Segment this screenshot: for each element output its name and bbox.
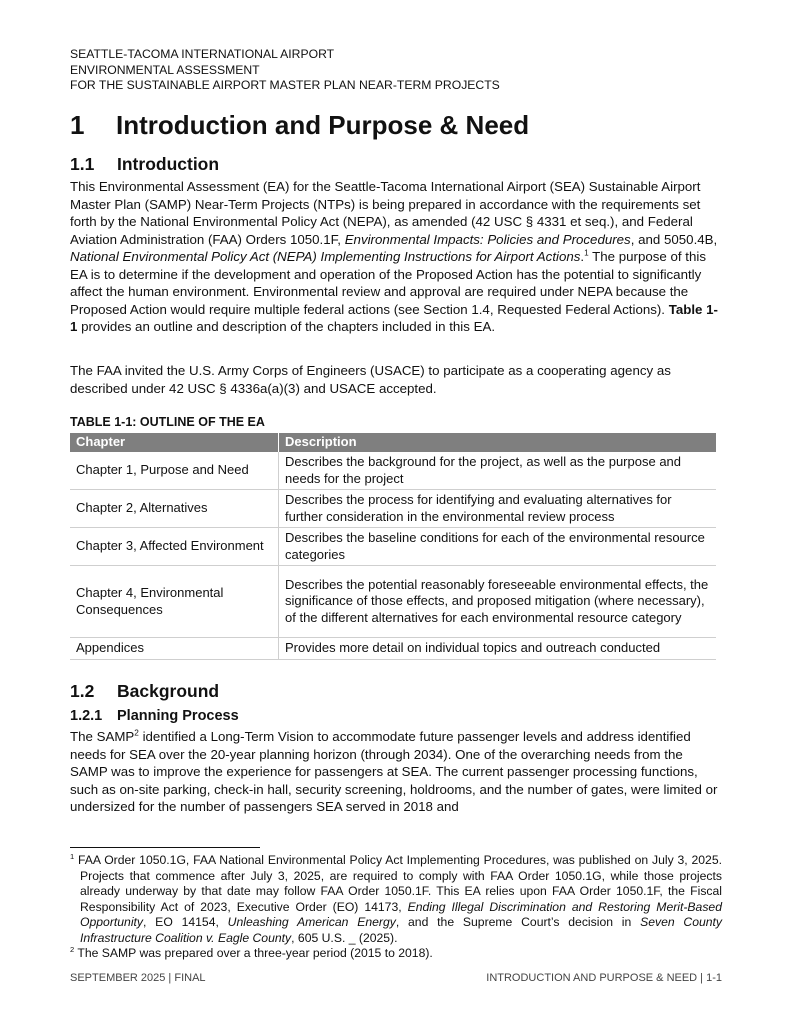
description-cell: Describes the baseline conditions for each of the environmental resource categories: [279, 528, 717, 566]
chapter-cell: Chapter 3, Affected Environment: [70, 528, 279, 566]
table-caption: TABLE 1-1: OUTLINE OF THE EA: [70, 415, 265, 429]
section-number: 1.1: [70, 154, 95, 174]
description-cell: Describes the potential reasonably foreseeable environmental effects, the significance of those effects, and proposed mitigation (where necessary), of the different alternatives for each environmental resource category: [279, 566, 717, 638]
footnote-number: 1: [70, 851, 75, 861]
subsection-heading-1-2-1: [70, 707, 720, 725]
italic-title: Ending Illegal Discrimination and Restoring Merit-Based Opportunity: [80, 899, 722, 929]
page-footer: [70, 972, 722, 984]
table-row: [70, 452, 716, 490]
italic-title: Unleashing American Energy: [227, 915, 396, 929]
intro-paragraph-1: [70, 178, 720, 336]
section-heading-1-1: [70, 153, 720, 175]
section-number: 1.2: [70, 681, 95, 701]
chapter-title-text: Introduction and Purpose & Need: [116, 110, 530, 140]
column-header-description: Description: [279, 433, 717, 452]
section-title: Introduction: [117, 154, 220, 174]
footnote-number: 2: [70, 944, 75, 954]
footnote-2: [70, 946, 722, 962]
chapter-cell: Appendices: [70, 638, 279, 660]
italic-title: Environmental Impacts: Policies and Procedures: [344, 231, 631, 247]
footnote-ref-2[interactable]: 2: [134, 728, 139, 738]
subsection-number: 1.2.1: [70, 708, 103, 724]
outline-table-wrapper: [70, 433, 720, 660]
section-title: Background: [117, 681, 220, 701]
table-reference[interactable]: Table 1-1: [70, 301, 718, 334]
footnote-divider: [70, 847, 260, 848]
intro-paragraph-2: The FAA invited the U.S. Army Corps of Engineers (USACE) to participate as a cooperating agency as described under 42 USC § 4336a(a)(3) and USACE accepted.: [70, 363, 671, 396]
running-header-line: FOR THE SUSTAINABLE AIRPORT MASTER PLAN NEAR-TERM PROJECTS: [70, 78, 500, 92]
running-header: [70, 47, 500, 94]
subsection-title: Planning Process: [117, 708, 239, 724]
text-run: .: [580, 249, 585, 264]
footer-left: SEPTEMBER 2025 | FINAL: [70, 972, 206, 984]
text-run: identified a Long-Term Vision to accommodate future passenger levels and address identified needs for SEA over the 20-year planning horizon (through 2034). One of the overarching needs from the SAMP was to improve the experience for passengers at SEA. The current passenger processing functions, such as on-site parking, check-in hall, security screening, holdrooms, and the number of gates, were limited or undersized for the number of passengers SEA served in 2018 and: [70, 729, 718, 814]
text-run: provides an outline and description of the chapters included in this EA.: [77, 319, 496, 334]
italic-title: National Environmental Policy Act (NEPA) Implementing Instructions for Airport Actions: [70, 249, 581, 264]
footer-right: INTRODUCTION AND PURPOSE & NEED | 1-1: [486, 972, 722, 984]
text-run: The SAMP was prepared over a three-year period (2015 to 2018).: [74, 946, 433, 960]
chapter-cell: Chapter 4, Environmental Consequences: [70, 566, 279, 638]
table-header-row: [70, 433, 716, 452]
running-header-line: SEATTLE-TACOMA INTERNATIONAL AIRPORT: [70, 47, 335, 61]
table-row: [70, 566, 716, 638]
chapter-cell: Chapter 2, Alternatives: [70, 490, 279, 528]
text-run: , and 5050.4B,: [630, 231, 718, 247]
chapter-number: 1: [70, 110, 85, 140]
text-run: , 605 U.S. _ (2025).: [291, 930, 398, 945]
text-run: FAA Order 1050.1G, FAA National Environmental Policy Act Implementing Procedures, was published on July 3, 2025. Projects that commence after July 3, 2025, are required to comply with FAA Order 1050.1G, while those projects already underway by that date may follow FAA Order 1050.1F. This EA relies upon FAA Order 1050.1F, the Fiscal Responsibility Act of 2023, Executive Order (EO) 14173,: [74, 853, 722, 914]
section-heading-1-2: [70, 680, 720, 702]
column-header-chapter: Chapter: [70, 433, 279, 452]
text-run: This Environmental Assessment (EA) for the Seattle-Tacoma International Airport (SEA) Sustainable Airport Master Plan (SAMP) Near-Term Projects (NTPs) is being prepared in accordance with the requirements set forth by the National Environmental Policy Act (NEPA), as amended (42 USC § 4331 et seq.), and Federal Aviation Administration (FAA) Orders 1050.1F,: [70, 179, 701, 247]
footnote-ref-1[interactable]: 1: [584, 248, 589, 258]
chapter-title: [70, 110, 529, 140]
text-run: , EO 14154,: [143, 915, 228, 929]
planning-process-paragraph: [70, 728, 720, 816]
table-row: [70, 638, 716, 660]
description-cell: Provides more detail on individual topics and outreach conducted: [279, 638, 717, 660]
outline-table: [70, 433, 716, 660]
chapter-cell: Chapter 1, Purpose and Need: [70, 452, 279, 490]
footnotes: [70, 853, 722, 962]
table-row: [70, 490, 716, 528]
description-cell: Describes the process for identifying and evaluating alternatives for further consideration in the environmental review process: [279, 490, 717, 528]
footnote-1: [70, 853, 722, 946]
running-header-line: ENVIRONMENTAL ASSESSMENT: [70, 62, 260, 77]
text-run: , and the Supreme Court’s decision in: [395, 915, 641, 929]
text-run: The SAMP: [70, 729, 135, 744]
text-run: The purpose of this EA is to determine if the development and operation of the Proposed Action has the potential to significantly affect the human environment. Environmental review and approval are required under NEPA because the Proposed Action would require multiple federal actions (see Section 1.4, Requested Federal Actions).: [70, 249, 706, 317]
table-row: [70, 528, 716, 566]
italic-title: Seven County Infrastructure Coalition v. Eagle County: [80, 915, 723, 945]
description-cell: Describes the background for the project, as well as the purpose and needs for the project: [279, 452, 717, 490]
